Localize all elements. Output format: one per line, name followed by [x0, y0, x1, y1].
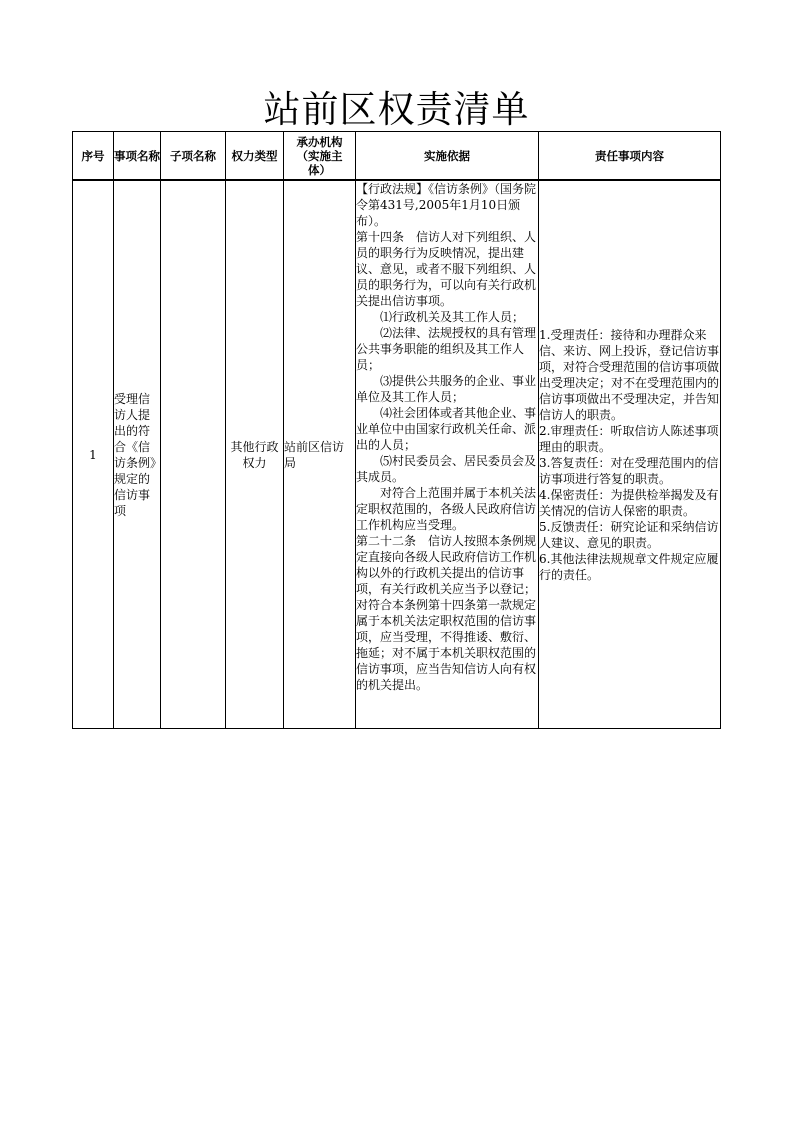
basis-line: 第二十二条 信访人按照本条例规定直接向各级人民政府信访工作机构以外的行政机关提出的信访事项，有关行政机关应当予以登记；对符合本条例第十四条第一款规定属于本机关法定职权范围的信访事项，应当受理，不得推诿、敷衍、拖延；对不属于本机关职权范围的信访事项，应当告知信访人向有权的机关提出。 — [356, 534, 537, 692]
duty-item: 3.答复责任：对在受理范围内的信访事项进行答复的职责。 — [539, 455, 719, 486]
duty-item: 1.受理责任：接待和办理群众来信、来访、网上投诉，登记信访事项，对符合受理范围的信访事项做出受理决定；对不在受理范围内的信访事项做出不受理决定，并告知信访人的职责。 — [539, 327, 720, 422]
header-basis: 实施依据 — [356, 132, 539, 181]
cell-seq: 1 — [73, 180, 114, 729]
duty-item: 5.反馈责任：研究论证和采纳信访人建议、意见的职责。 — [539, 519, 719, 550]
header-item-name: 事项名称 — [114, 132, 161, 181]
basis-line: 第十四条 信访人对下列组织、人员的职务行为反映情况，提出建议、意见，或者不服下列组织、人员的职务行为，可以向有关行政机关提出信访事项。 — [356, 230, 537, 308]
cell-basis — [356, 180, 539, 729]
header-seq: 序号 — [73, 132, 114, 181]
header-org: 承办机构（实施主体） — [284, 132, 356, 181]
header-power-type: 权力类型 — [226, 132, 284, 181]
duty-item: 2.审理责任：听取信访人陈述事项理由的职责。 — [539, 423, 719, 454]
cell-item-name: 受理信访人提出的符合《信访条例》规定的信访事项 — [114, 180, 161, 729]
basis-line: ⑶提供公共服务的企业、事业单位及其工作人员； — [356, 374, 537, 404]
basis-line: ⑷社会团体或者其他企业、事业单位中由国家行政机关任命、派出的人员； — [356, 406, 537, 452]
basis-text — [356, 181, 538, 728]
cell-power-type: 其他行政权力 — [226, 180, 284, 729]
basis-line: ⑵法律、法规授权的具有管理公共事务职能的组织及其工作人员； — [356, 326, 537, 372]
header-row — [73, 132, 721, 181]
basis-line: 【行政法规】《信访条例》（国务院令第431号,2005年1月10日颁布）。 — [356, 182, 537, 228]
basis-line: 对符合上范围并属于本机关法定职权范围的，各级人民政府信访工作机构应当受理。 — [356, 486, 537, 532]
cell-org: 站前区信访局 — [284, 180, 356, 729]
basis-line: ⑸村民委员会、居民委员会及其成员。 — [356, 454, 537, 484]
cell-duty — [539, 180, 721, 729]
table-row — [73, 180, 721, 729]
header-duty: 责任事项内容 — [539, 132, 721, 181]
cell-sub-item — [161, 180, 226, 729]
header-sub-item: 子项名称 — [161, 132, 226, 181]
page-title: 站前区权责清单 — [263, 88, 530, 131]
basis-line: ⑴行政机关及其工作人员； — [356, 310, 525, 324]
duty-item: 6.其他法律法规规章文件规定应履行的责任。 — [539, 551, 719, 582]
power-list-table — [72, 131, 721, 729]
duty-item: 4.保密责任：为提供检举揭发及有关情况的信访人保密的职责。 — [539, 487, 719, 518]
